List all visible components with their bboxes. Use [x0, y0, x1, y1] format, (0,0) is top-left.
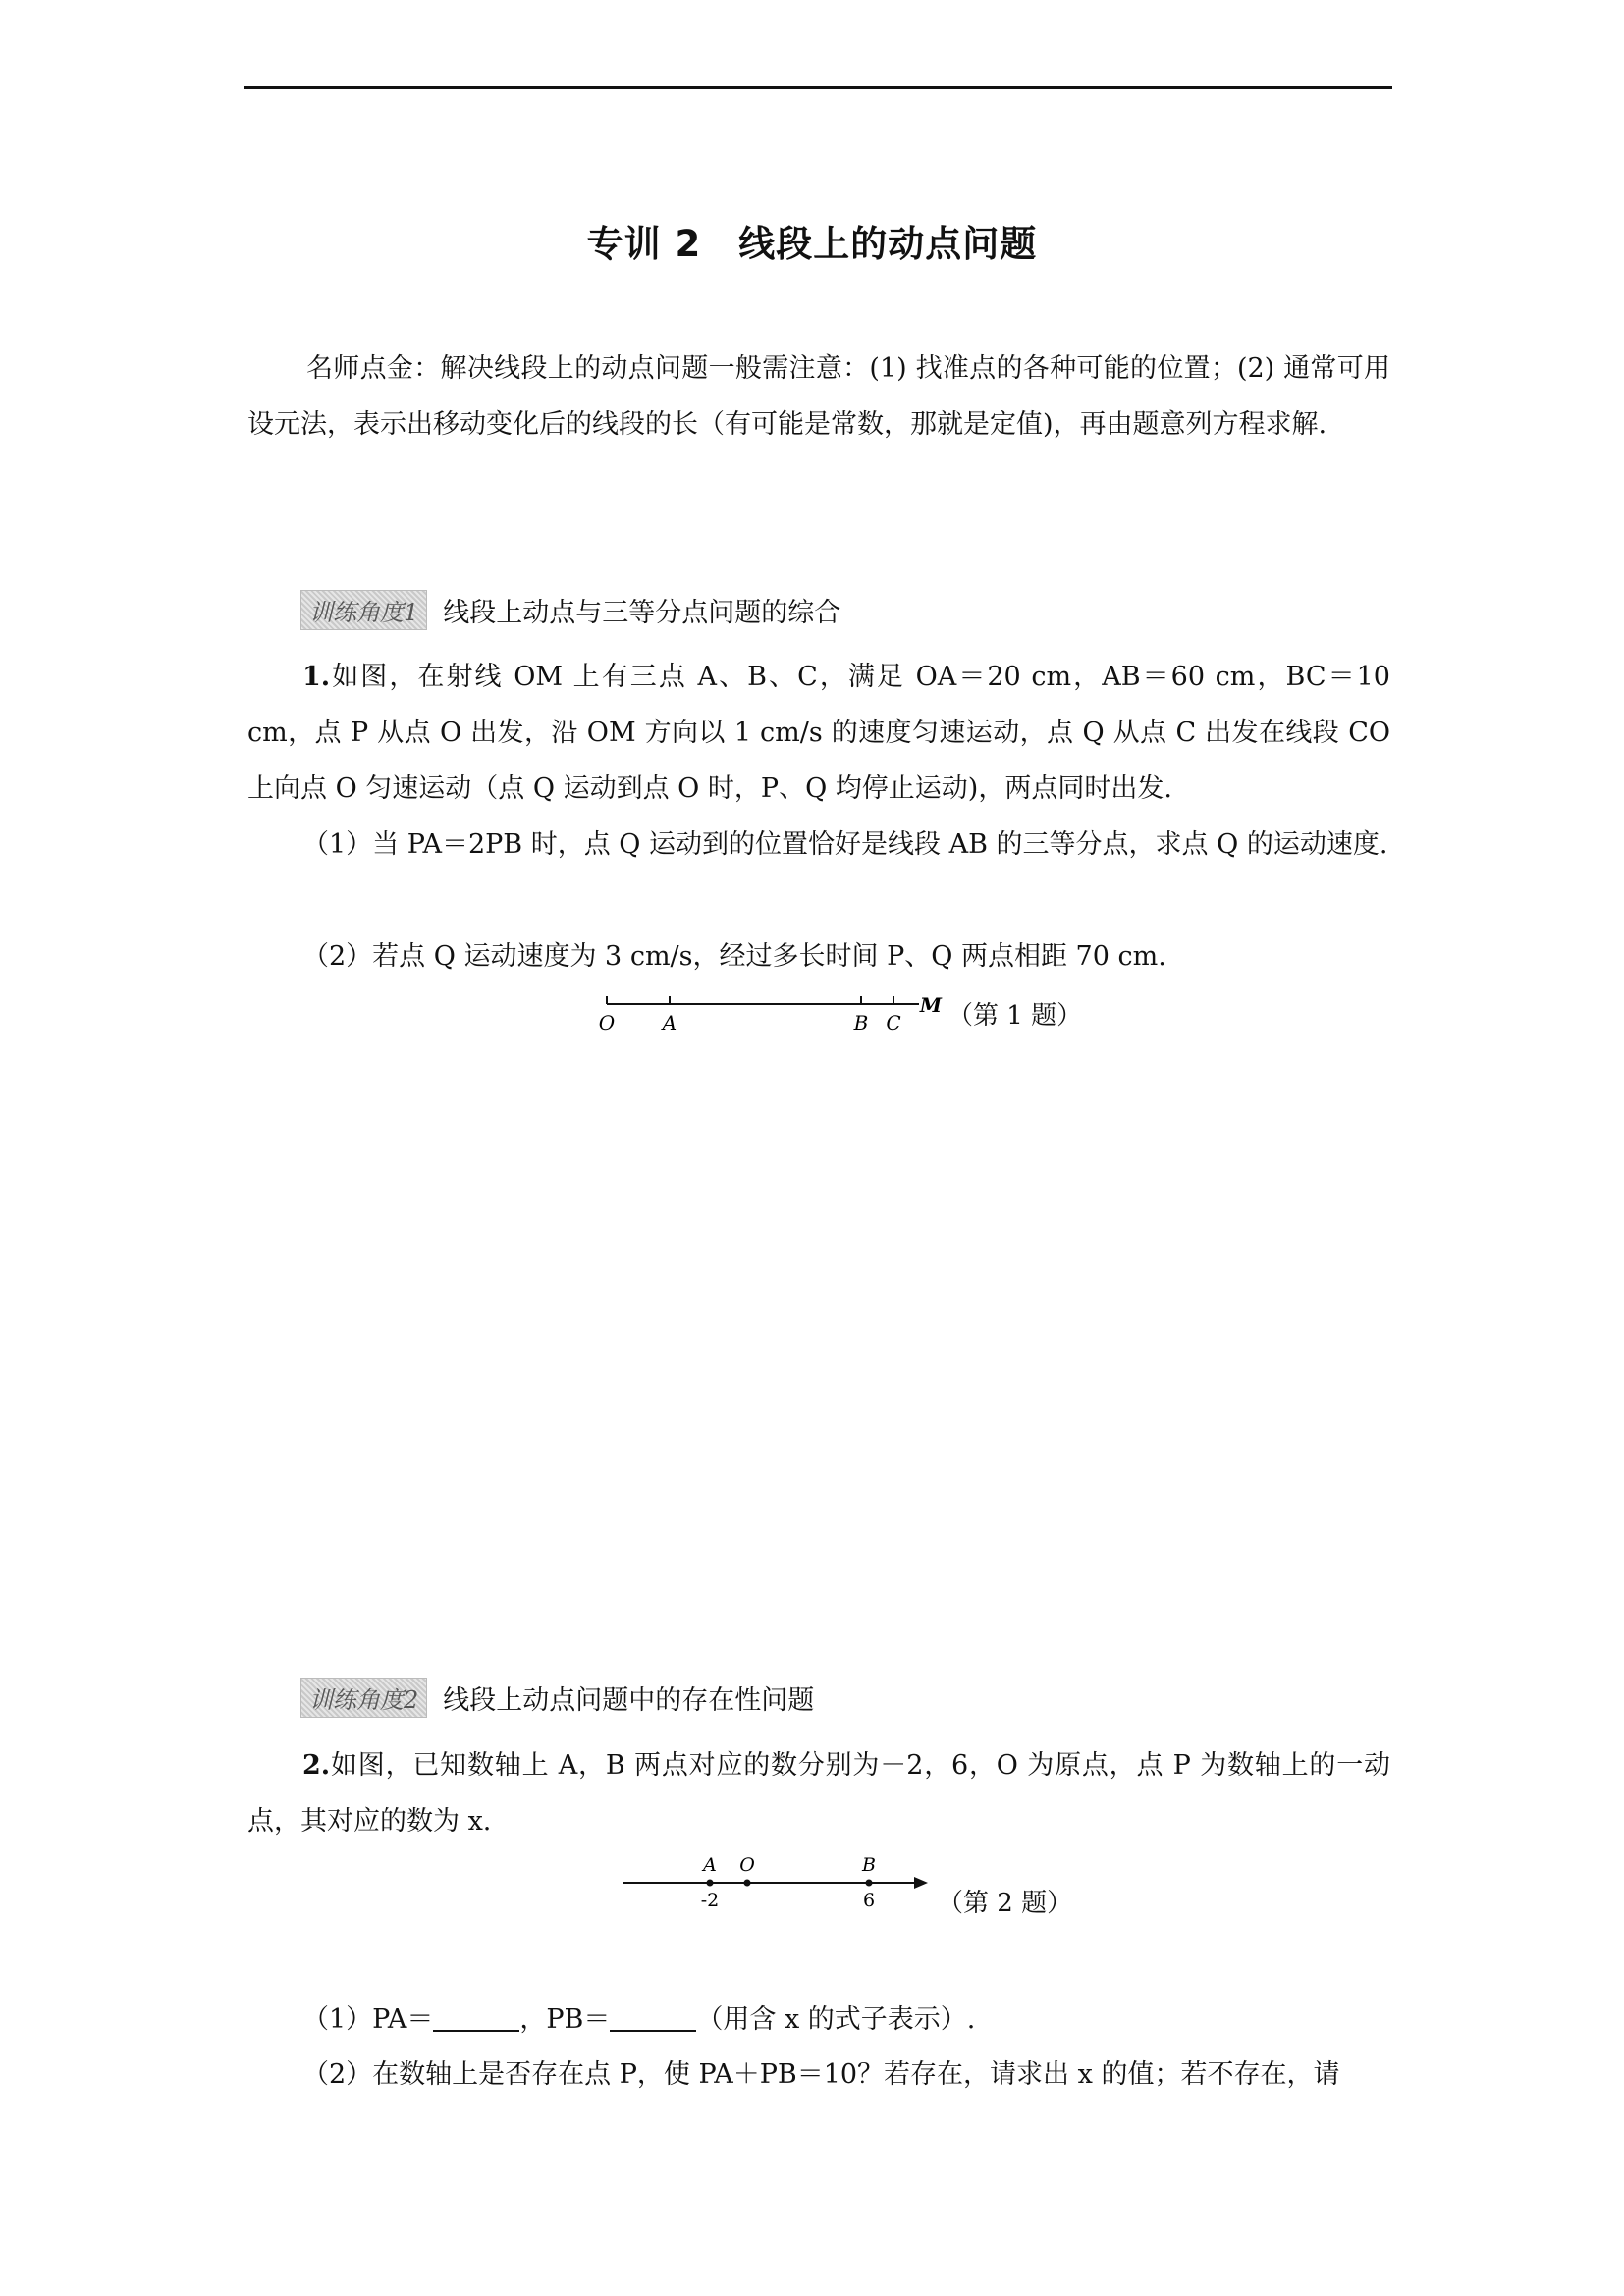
section-2-header — [300, 1676, 814, 1719]
label-a: A — [703, 1854, 717, 1876]
problem-1-number: 1. — [302, 662, 331, 692]
point-o — [744, 1880, 751, 1887]
label-o: O — [739, 1854, 755, 1876]
problem-1-stem — [247, 649, 1390, 817]
figure-1-caption: （第 1 题） — [947, 1001, 1083, 1031]
problem-2-text: 如图，已知数轴上 A，B 两点对应的数分别为－2，6，O 为原点，点 P 为数轴上的一动点，其对应的数为 x. — [247, 1750, 1390, 1837]
intro-paragraph: 名师点金：解决线段上的动点问题一般需注意：(1) 找准点的各种可能的位置；(2) 通常可用设元法，表示出移动变化后的线段的长（有可能是常数，那就是定值)，再由题意列方程求解. — [247, 353, 1390, 440]
section-1-badge: 训练角度1 — [300, 590, 427, 630]
problem-2-part-1 — [302, 1992, 1392, 2048]
label-b: B — [862, 1854, 876, 1876]
section-1-title: 线段上动点与三等分点问题的综合 — [443, 597, 841, 628]
figure-2-number-line — [614, 1845, 938, 1914]
page-title: 专训 2 线段上的动点问题 — [586, 223, 1038, 265]
value-a: -2 — [700, 1890, 720, 1911]
point-b — [866, 1880, 873, 1887]
figure-1-ray — [589, 987, 962, 1045]
label-m: M — [919, 993, 943, 1017]
label-a: A — [662, 1011, 677, 1035]
arrow-icon — [914, 1877, 928, 1889]
part-1-pa-label: （1）PA＝ — [302, 2004, 434, 2035]
problem-1-part-2: （2）若点 Q 运动速度为 3 cm/s，经过多长时间 P、Q 两点相距 70 cm. — [302, 941, 1166, 972]
part-1-pb-label: ，PB＝ — [519, 2004, 611, 2035]
section-1-header — [300, 588, 840, 631]
problem-1-text: 如图，在射线 OM 上有三点 A、B、C，满足 OA＝20 cm，AB＝60 cm，BC＝10 cm，点 P 从点 O 出发，沿 OM 方向以 1 cm/s 的速度匀速运动，点 Q 从点 C 出发在线段 CO 上向点 O 匀速运动（点 Q 运动到点 O 时，P、Q 均停止运动)，两点同时出发. — [247, 662, 1390, 804]
problem-2-number: 2. — [302, 1750, 331, 1781]
problem-2-stem — [247, 1737, 1390, 1849]
value-b: 6 — [862, 1890, 876, 1911]
pa-answer-blank[interactable] — [433, 2004, 519, 2032]
section-2-title: 线段上动点问题中的存在性问题 — [443, 1684, 815, 1716]
top-rule — [244, 86, 1392, 89]
part-1-hint: （用含 x 的式子表示）. — [696, 2004, 976, 2035]
pb-answer-blank[interactable] — [610, 2004, 696, 2032]
label-o: O — [598, 1011, 616, 1035]
problem-1-part-1: （1）当 PA＝2PB 时，点 Q 运动到的位置恰好是线段 AB 的三等分点，求点 Q 的运动速度. — [302, 829, 1388, 860]
label-b: B — [853, 1011, 869, 1035]
point-a — [707, 1880, 714, 1887]
section-2-badge: 训练角度2 — [300, 1678, 427, 1718]
label-c: C — [886, 1011, 901, 1035]
figure-2-caption: （第 2 题） — [938, 1889, 1073, 1918]
problem-2-part-2: （2）在数轴上是否存在点 P，使 PA＋PB＝10？若存在，请求出 x 的值；若不存在，请 — [302, 2059, 1340, 2090]
